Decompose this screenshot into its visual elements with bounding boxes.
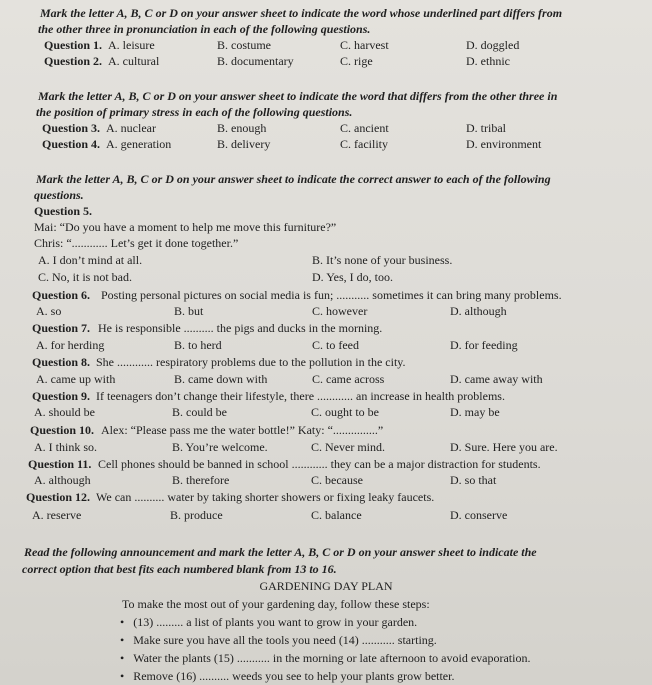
q7-label: Question 7. (32, 321, 91, 335)
q7-option-c: C. to feed (312, 338, 359, 352)
q8-option-b: B. came down with (174, 372, 268, 386)
announcement-bullet-item: • Remove (16) .......... weeds you see to help your plants grow better. (120, 669, 455, 683)
q2-option-a: A. cultural (108, 54, 160, 68)
q1-option-b: B. costume (217, 38, 271, 52)
q12-option-b: B. produce (170, 508, 223, 522)
q7-option-a: A. for herding (36, 338, 105, 352)
q11-option-c: C. because (311, 473, 363, 487)
q10-option-c: C. Never mind. (311, 440, 385, 454)
q11-text: Cell phones should be banned in school ............ they can be a major distraction for students. (98, 457, 541, 471)
announcement-intro: To make the most out of your gardening day, follow these steps: (122, 597, 430, 611)
q9-option-a: A. should be (34, 405, 95, 419)
q1-option-c: C. harvest (340, 38, 389, 52)
q4-option-a: A. generation (106, 137, 172, 151)
q8-option-a: A. came up with (36, 372, 116, 386)
q11-option-d: D. so that (450, 473, 497, 487)
bullet-text-16: Remove (16) .......... weeds you see to help your plants grow better. (133, 669, 455, 683)
q8-option-c: C. came across (312, 372, 385, 386)
q7-option-d: D. for feeding (450, 338, 518, 352)
section4-instruction-line2: correct option that best fits each numbered blank from 13 to 16. (22, 562, 337, 576)
q9-option-c: C. ought to be (311, 405, 379, 419)
q10-option-b: B. You’re welcome. (172, 440, 268, 454)
section3-instruction-line1: Mark the letter A, B, C or D on your answer sheet to indicate the correct answer to each of the following (36, 172, 551, 186)
q6-option-c: C. however (312, 304, 368, 318)
q4-option-b: B. delivery (217, 137, 271, 151)
q5-label: Question 5. (34, 204, 93, 218)
q10-label: Question 10. (30, 423, 95, 437)
section2-instruction-line2: the position of primary stress in each of the following questions. (36, 105, 353, 119)
q6-text: Posting personal pictures on social media is fun; ........... sometimes it can bring many problems. (101, 288, 562, 302)
q8-text: She ............ respiratory problems due to the pollution in the city. (96, 355, 406, 369)
q11-option-b: B. therefore (172, 473, 230, 487)
q5-option-b: B. It’s none of your business. (312, 253, 453, 267)
q12-option-d: D. conserve (450, 508, 508, 522)
q3-option-b: B. enough (217, 121, 267, 135)
q8-label: Question 8. (32, 355, 91, 369)
section3-instruction-line2: questions. (34, 188, 84, 202)
bullet-text-15: Water the plants (15) ........... in the morning or late afternoon to avoid evaporation. (133, 651, 531, 665)
q8-option-d: D. came away with (450, 372, 543, 386)
q10-text: Alex: “Please pass me the water bottle!” Katy: “...............” (101, 423, 384, 437)
announcement-title: GARDENING DAY PLAN (259, 579, 393, 593)
q6-option-b: B. but (174, 304, 204, 318)
q4-label: Question 4. (42, 137, 101, 151)
q4-option-d: D. environment (466, 137, 542, 151)
q5-option-d: D. Yes, I do, too. (312, 270, 394, 284)
q7-text: He is responsible .......... the pigs and ducks in the morning. (98, 321, 383, 335)
bullet-text-14: Make sure you have all the tools you need (14) ........... starting. (133, 633, 437, 647)
q9-option-b: B. could be (172, 405, 227, 419)
q6-option-d: D. although (450, 304, 507, 318)
q6-option-a: A. so (36, 304, 62, 318)
q12-option-c: C. balance (311, 508, 362, 522)
q2-option-c: C. rige (340, 54, 373, 68)
q12-option-a: A. reserve (32, 508, 82, 522)
q12-text: We can .......... water by taking shorter showers or fixing leaky faucets. (96, 490, 435, 504)
q9-text: If teenagers don’t change their lifestyle, there ............ an increase in health problems. (96, 389, 505, 403)
q2-option-d: D. ethnic (466, 54, 510, 68)
q5-chris-line: Chris: “............ Let’s get it done together.” (34, 236, 239, 250)
q2-option-b: B. documentary (217, 54, 294, 68)
q3-option-c: C. ancient (340, 121, 389, 135)
q2-label: Question 2. (44, 54, 103, 68)
section4-instruction-line1: Read the following announcement and mark the letter A, B, C or D on your answer sheet to indicate the (24, 545, 537, 559)
q11-label: Question 11. (28, 457, 92, 471)
section2-instruction-line1: Mark the letter A, B, C or D on your answer sheet to indicate the word that differs from the other three in (38, 89, 558, 103)
section1-instruction-line1: Mark the letter A, B, C or D on your answer sheet to indicate the word whose underlined part differs from (40, 6, 563, 20)
q1-option-a: A. leisure (108, 38, 155, 52)
q5-option-c: C. No, it is not bad. (38, 270, 133, 284)
q10-option-a: A. I think so. (34, 440, 97, 454)
q1-option-d: D. doggled (466, 38, 520, 52)
announcement-bullet-item: • Water the plants (15) ........... in the morning or late afternoon to avoid evaporation. (120, 651, 531, 665)
q10-option-d: D. Sure. Here you are. (450, 440, 558, 454)
q11-option-a: A. although (34, 473, 91, 487)
section1-instruction-line2: the other three in pronunciation in each of the following questions. (38, 22, 371, 36)
announcement-bullet-item: • (13) ......... a list of plants you want to grow in your garden. (120, 615, 418, 629)
q3-option-a: A. nuclear (106, 121, 156, 135)
q6-label: Question 6. (32, 288, 91, 302)
q9-option-d: D. may be (450, 405, 500, 419)
announcement-bullet-item: • Make sure you have all the tools you need (14) ........... starting. (120, 633, 437, 647)
q5-option-a: A. I don’t mind at all. (38, 253, 143, 267)
bullet-text-13: (13) ......... a list of plants you want to grow in your garden. (133, 615, 418, 629)
q3-option-d: D. tribal (466, 121, 506, 135)
q4-option-c: C. facility (340, 137, 388, 151)
q7-option-b: B. to herd (174, 338, 222, 352)
q5-mai-line: Mai: “Do you have a moment to help me move this furniture?” (34, 220, 337, 234)
q9-label: Question 9. (32, 389, 91, 403)
q1-label: Question 1. (44, 38, 103, 52)
q3-label: Question 3. (42, 121, 101, 135)
q12-label: Question 12. (26, 490, 91, 504)
